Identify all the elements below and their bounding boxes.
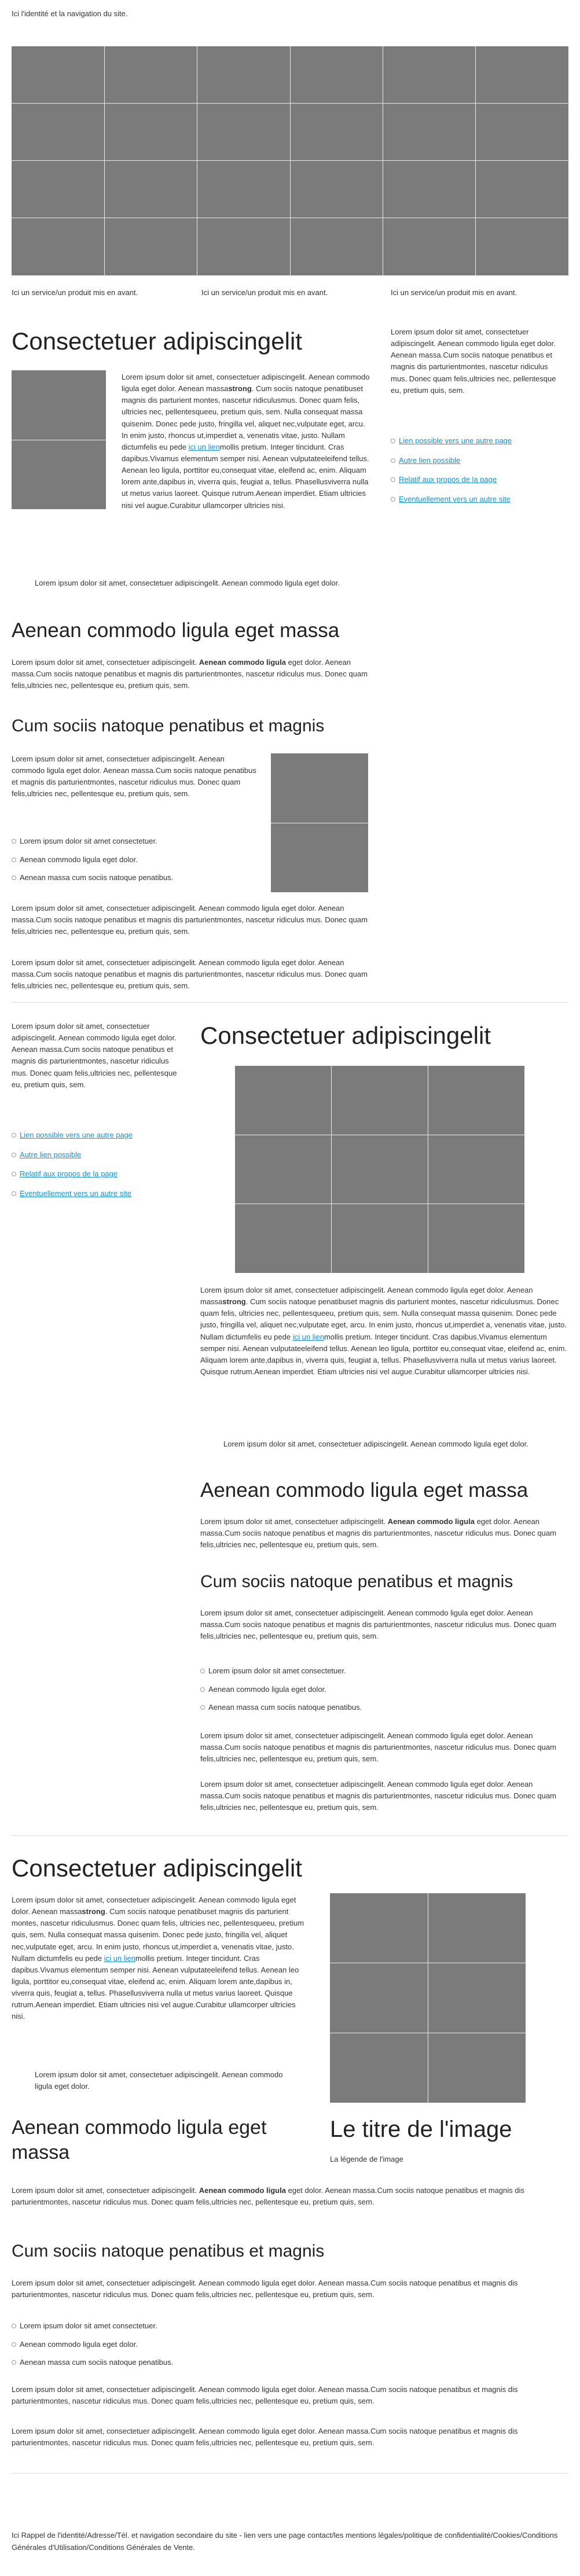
related-link[interactable]: Autre lien possible [399, 455, 461, 465]
site-footer: Ici Rappel de l'identité/Adresse/Tél. et navigation secondaire du site - lien vers une page contact/les mentions légales/politique de confidentialité/Cookies/Conditions Générales d'Utilisation/Conditions Générales de Vente. [12, 2531, 558, 2552]
aside-links [12, 1129, 185, 1207]
intro-paragraph: Lorem ipsum dolor sit amet, consectetuer adipiscingelit. Aenean commodo ligula eget dolor. Aenean massastrong. Cum sociis natoque penatibuset magnis dis parturient montes, nascetur ridiculusmus. Donec quam felis, ultricies nec, pellentesqueeu, pretium quis, sem. Nulla consequat massa quisenim. Donec pede justo, fringilla vel, aliquet nec,vulputate eget, arcu. In enim justo, rhoncus ut,imperdiet a, venenatis vitae, justo. Nullam dictumfelis eu pede ici un lienmollis pretium. Integer tincidunt. Cras dapibus.Vivamus elementum semper nisi. Aenean vulputateeleifend tellus. Aenean leo ligula, porttitor eu,consequat vitae, eleifend ac, enim. Aliquam lorem ante,dapibus in, viverra quis, feugiat a, tellus. Phasellusviverra nulla ut metus varius laoreet. Quisque rutrum.Aenean imperdiet. Etiam ultricies nisi vel augue.Curabitur ullamcorper ultricies nisi. [122, 373, 370, 510]
minor-heading: Cum sociis natoque penatibus et magnis [12, 2242, 325, 2261]
list-item [391, 435, 564, 447]
inline-link[interactable]: ici un lien [104, 1953, 135, 1963]
list-item [391, 455, 564, 466]
paragraph: Lorem ipsum dolor sit amet, consectetuer adipiscingelit. Aenean commodo ligula eget dolor. Aenean massa.Cum sociis natoque penatibus et magnis dis parturientmontes, nascetur ridiculus mus. Donec quam felis,ultricies nec, pellentesque eu, pretium quis, sem. [12, 2427, 518, 2448]
paragraph: Lorem ipsum dolor sit amet, consectetuer adipiscingelit. Aenean commodo ligula eget dolor. Aenean massa.Cum sociis natoque penatibus et magnis dis parturientmontes, nascetur ridiculus mus. Donec quam felis,ultricies nec, pellentesque eu, pretium quis, sem. [12, 2186, 524, 2207]
list-item: Aenean massa cum sociis natoque penatibus. [200, 1702, 559, 1713]
list-item: Aenean commodo ligula eget dolor. [12, 2339, 370, 2350]
list-item: Lorem ipsum dolor sit amet consectetuer. [12, 836, 255, 847]
paragraph: Lorem ipsum dolor sit amet, consectetuer adipiscingelit. Aenean commodo ligula eget dolor. Aenean massa.Cum sociis natoque penatibus et magnis dis parturientmontes, nascetur ridiculus mus. Donec quam felis,ultricies nec, pellentesque eu, pretium quis, sem. [12, 2279, 518, 2299]
list-item: Aenean massa cum sociis natoque penatibus. [12, 872, 255, 884]
list-item: Lorem ipsum dolor sit amet consectetuer. [12, 2320, 370, 2332]
related-link[interactable]: Relatif aux propos de la page [20, 1169, 118, 1178]
list-item [12, 1168, 185, 1180]
figure-title: Le titre de l'image [330, 2117, 512, 2142]
content-image [235, 1066, 524, 1273]
paragraph: Lorem ipsum dolor sit amet, consectetuer adipiscingelit. Aenean commodo ligula eget dolor. Aenean massa.Cum sociis natoque penatibus et magnis dis parturientmontes, nascetur ridiculus mus. Donec quam felis,ultricies nec, pellentesque eu, pretium quis, sem. [12, 755, 256, 798]
related-link[interactable]: Lien possible vers une autre page [399, 436, 512, 445]
list-item [12, 1129, 185, 1141]
featured-caption-1: Ici un service/un produit mis en avant. [12, 288, 138, 297]
list-item [12, 1188, 185, 1199]
paragraph: Lorem ipsum dolor sit amet, consectetuer adipiscingelit. Aenean commodo ligula eget dolor. Aenean massa.Cum sociis natoque penatibus et magnis dis parturientmontes, nascetur ridiculus mus. Donec quam felis,ultricies nec, pellentesque eu, pretium quis, sem. [200, 1517, 556, 1550]
list-item [12, 1149, 185, 1161]
related-link[interactable]: Autre lien possible [20, 1150, 82, 1159]
list-item: Aenean massa cum sociis natoque penatibus. [12, 2357, 370, 2368]
divider [12, 1002, 568, 1003]
paragraph: Lorem ipsum dolor sit amet, consectetuer adipiscingelit. Aenean commodo ligula eget dolor. Aenean massa.Cum sociis natoque penatibus et magnis dis parturientmontes, nascetur ridiculus mus. Donec quam felis,ultricies nec, pellentesque eu, pretium quis, sem. [200, 1731, 556, 1764]
section-title: Consectetuer adipiscingelit [12, 327, 302, 355]
paragraph: Lorem ipsum dolor sit amet, consectetuer adipiscingelit. Aenean commodo ligula eget dolor. Aenean massa.Cum sociis natoque penatibus et magnis dis parturientmontes, nascetur ridiculus mus. Donec quam felis,ultricies nec, pellentesque eu, pretium quis, sem. [12, 904, 368, 936]
site-header-text: Ici l'identité et la navigation du site. [12, 9, 128, 18]
aside-links [391, 435, 564, 513]
bullet-list [12, 836, 255, 890]
divider [12, 2473, 568, 2474]
paragraph: Lorem ipsum dolor sit amet, consectetuer adipiscingelit. Aenean commodo ligula eget dolor. Aenean massastrong. Cum sociis natoque penatibuset magnis dis parturient montes, nascetur ridiculusmus. Donec quam felis, ultricies nec, pellentesqueeu, pretium quis, sem. Nulla consequat massa quisenim. Donec pede justo, fringilla vel, aliquet nec,vulputate eget, arcu. In enim justo, rhoncus ut,imperdiet a, venenatis vitae, justo. Nullam dictumfelis eu pede ici un lienmollis pretium. Integer tincidunt. Cras dapibus.Vivamus elementum semper nisi. Aenean vulputateeleifend tellus. Aenean leo ligula, porttitor eu,consequat vitae, eleifend ac, enim. Aliquam lorem ante,dapibus in, viverra quis, feugiat a, tellus. Phasellusviverra nulla ut metus varius laoreet. Quisque rutrum.Aenean imperdiet. Etiam ultricies nisi vel augue.Curabitur ullamcorper ultricies nisi. [200, 1286, 567, 1376]
paragraph: Lorem ipsum dolor sit amet, consectetuer adipiscingelit. Aenean commodo ligula eget dolor. Aenean massa.Cum sociis natoque penatibus et magnis dis parturientmontes, nascetur ridiculus mus. Donec quam felis,ultricies nec, pellentesque eu, pretium quis, sem. [12, 958, 368, 991]
paragraph: Lorem ipsum dolor sit amet, consectetuer adipiscingelit. Aenean commodo ligula eget dolor. Aenean massa.Cum sociis natoque penatibus et magnis dis parturientmontes, nascetur ridiculus mus. Donec quam felis,ultricies nec, pellentesque eu, pretium quis, sem. [200, 1780, 556, 1812]
subheading: Aenean commodo ligula eget massa [200, 1479, 528, 1502]
aside-text: Lorem ipsum dolor sit amet, consectetuer adipiscingelit. Aenean commodo ligula eget dolor. Aenean massa.Cum sociis natoque penatibus et magnis dis parturientmontes, nascetur ridiculus mus. Donec quam felis,ultricies nec, pellentesque eu, pretium quis, sem. [391, 327, 556, 395]
bullet-list [200, 1665, 559, 1720]
paragraph: Lorem ipsum dolor sit amet, consectetuer adipiscingelit. Aenean commodo ligula eget dolor. Aenean massa.Cum sociis natoque penatibus et magnis dis parturientmontes, nascetur ridiculus mus. Donec quam felis,ultricies nec, pellentesque eu, pretium quis, sem. [200, 1609, 556, 1641]
figure-image [330, 1893, 526, 2103]
related-link[interactable]: Lien possible vers une autre page [20, 1131, 133, 1139]
featured-caption-3: Ici un service/un produit mis en avant. [391, 288, 517, 297]
side-image [271, 753, 368, 892]
list-item [391, 474, 564, 485]
inline-link[interactable]: ici un lien [292, 1332, 324, 1341]
divider [12, 1835, 568, 1836]
minor-heading: Cum sociis natoque penatibus et magnis [200, 1572, 513, 1591]
list-item: Aenean commodo ligula eget dolor. [200, 1684, 559, 1695]
section-title: Consectetuer adipiscingelit [12, 1854, 302, 1882]
hero-banner-image [12, 46, 568, 275]
list-item: Lorem ipsum dolor sit amet consectetuer. [200, 1665, 559, 1677]
list-item [391, 494, 564, 505]
paragraph: Lorem ipsum dolor sit amet, consectetuer adipiscingelit. Aenean commodo ligula eget dolor. Aenean massastrong. Cum sociis natoque penatibuset magnis dis parturient montes, nascetur ridiculusmus. Donec quam felis, ultricies nec, pellentesqueeu, pretium quis, sem. Nulla consequat massa quisenim. Donec pede justo, fringilla vel, aliquet nec,vulputate eget, arcu. In enim justo, rhoncus ut,imperdiet a, venenatis vitae, justo. Nullam dictumfelis eu pede ici un lienmollis pretium. Integer tincidunt. Cras dapibus.Vivamus elementum semper nisi. Aenean vulputateeleifend tellus. Aenean leo ligula, porttitor eu,consequat vitae, eleifend ac, enim. Aliquam lorem ante,dapibus in, viverra quis, feugiat a, tellus. Phasellusviverra nulla ut metus varius laoreet. Quisque rutrum.Aenean imperdiet. Etiam ultricies nisi vel augue.Curabitur ullamcorper ultricies nisi. [12, 1896, 304, 2021]
featured-caption-2: Ici un service/un produit mis en avant. [201, 288, 328, 297]
subheading: Aenean commodo ligula eget massa [12, 2117, 267, 2163]
minor-heading: Cum sociis natoque penatibus et magnis [12, 716, 325, 735]
paragraph: Lorem ipsum dolor sit amet, consectetuer adipiscingelit. Aenean commodo ligula eget dolor. Aenean massa.Cum sociis natoque penatibus et magnis dis parturientmontes, nascetur ridiculus mus. Donec quam felis,ultricies nec, pellentesque eu, pretium quis, sem. [12, 2385, 518, 2406]
section-title: Consectetuer adipiscingelit [200, 1022, 491, 1049]
related-link[interactable]: Relatif aux propos de la page [399, 475, 497, 484]
figure-caption: La légende de l'image [330, 2155, 403, 2163]
related-link[interactable]: Eventuellement vers un autre site [20, 1188, 131, 1198]
blockquote: Lorem ipsum dolor sit amet, consectetuer adipiscingelit. Aenean commodo ligula eget dolor. [35, 2070, 283, 2091]
paragraph: Lorem ipsum dolor sit amet, consectetuer adipiscingelit. Aenean commodo ligula eget dolor. Aenean massa.Cum sociis natoque penatibus et magnis dis parturientmontes, nascetur ridiculus mus. Donec quam felis,ultricies nec, pellentesque eu, pretium quis, sem. [12, 658, 368, 690]
bullet-list [12, 2320, 370, 2375]
subheading: Aenean commodo ligula eget massa [12, 619, 340, 642]
inline-link[interactable]: ici un lien [188, 442, 220, 451]
blockquote: Lorem ipsum dolor sit amet, consectetuer adipiscingelit. Aenean commodo ligula eget dolor. [223, 1440, 528, 1448]
related-link[interactable]: Eventuellement vers un autre site [399, 494, 511, 503]
blockquote: Lorem ipsum dolor sit amet, consectetuer adipiscingelit. Aenean commodo ligula eget dolor. [35, 579, 340, 587]
aside-text: Lorem ipsum dolor sit amet, consectetuer adipiscingelit. Aenean commodo ligula eget dolor. Aenean massa.Cum sociis natoque penatibus et magnis dis parturientmontes, nascetur ridiculus mus. Donec quam felis,ultricies nec, pellentesque eu, pretium quis, sem. [12, 1022, 177, 1089]
list-item: Aenean commodo ligula eget dolor. [12, 854, 255, 866]
